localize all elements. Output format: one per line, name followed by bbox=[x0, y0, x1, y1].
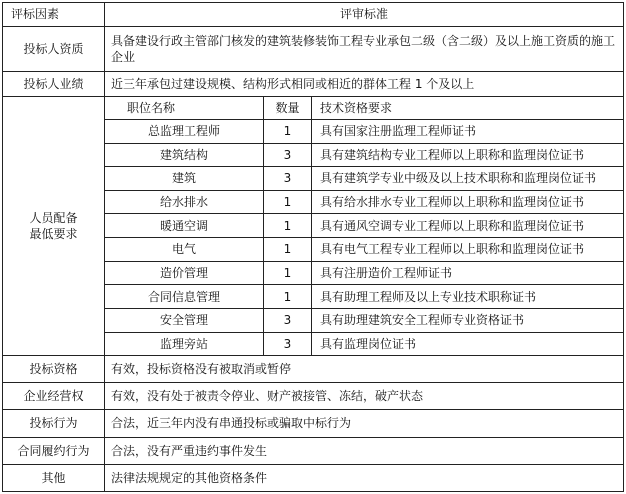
staff-count: 1 bbox=[264, 238, 312, 262]
text-other: 法律法规规定的其他资格条件 bbox=[105, 464, 624, 491]
staff-count: 1 bbox=[264, 285, 312, 309]
label-other: 其他 bbox=[3, 464, 105, 491]
label-qualification: 投标人资质 bbox=[3, 27, 105, 72]
row-performance bbox=[3, 72, 624, 96]
staff-requirement: 具有监理岗位证书 bbox=[312, 332, 624, 355]
header-criteria: 评审标准 bbox=[105, 3, 624, 27]
row-operation bbox=[3, 383, 624, 410]
staff-position: 总监理工程师 bbox=[105, 119, 264, 143]
table-row bbox=[105, 119, 623, 143]
label-staffing bbox=[3, 96, 105, 356]
row-contract-conduct bbox=[3, 437, 624, 464]
staff-position: 建筑结构 bbox=[105, 143, 264, 167]
staff-position: 安全管理 bbox=[105, 308, 264, 332]
table-row bbox=[105, 190, 623, 214]
staff-count: 1 bbox=[264, 119, 312, 143]
text-bid-qualification: 有效，投标资格没有被取消或暂停 bbox=[105, 356, 624, 383]
text-performance: 近三年承包过建设规模、结构形式相同或相近的群体工程 1 个及以上 bbox=[105, 72, 624, 96]
text-operation: 有效，没有处于被责令停业、财产被接管、冻结，破产状态 bbox=[105, 383, 624, 410]
staff-count: 1 bbox=[264, 190, 312, 214]
table-row bbox=[105, 285, 623, 309]
text-contract-conduct: 合法，没有严重违约事件发生 bbox=[105, 437, 624, 464]
table-row bbox=[105, 143, 623, 167]
row-staffing bbox=[3, 96, 624, 356]
staff-position: 合同信息管理 bbox=[105, 285, 264, 309]
staff-count: 3 bbox=[264, 332, 312, 355]
staffing-table bbox=[105, 97, 623, 356]
label-contract-conduct: 合同履约行为 bbox=[3, 437, 105, 464]
staff-count: 3 bbox=[264, 167, 312, 191]
row-bid-qualification bbox=[3, 356, 624, 383]
table-row bbox=[105, 308, 623, 332]
label-bid-qualification: 投标资格 bbox=[3, 356, 105, 383]
staff-position: 给水排水 bbox=[105, 190, 264, 214]
staffing-header-count: 数量 bbox=[264, 97, 312, 120]
table-row bbox=[105, 332, 623, 355]
row-qualification bbox=[3, 27, 624, 72]
staff-requirement: 具有给水排水专业工程师以上职称和监理岗位证书 bbox=[312, 190, 624, 214]
staff-count: 3 bbox=[264, 143, 312, 167]
staff-requirement: 具有电气工程专业工程师以上职称和监理岗位证书 bbox=[312, 238, 624, 262]
label-bid-conduct: 投标行为 bbox=[3, 410, 105, 437]
staff-requirement: 具有注册造价工程师证书 bbox=[312, 261, 624, 285]
table-row bbox=[105, 238, 623, 262]
staff-requirement: 具有建筑学专业中级及以上技术职称和监理岗位证书 bbox=[312, 167, 624, 191]
staff-requirement: 具有助理建筑安全工程师专业资格证书 bbox=[312, 308, 624, 332]
text-qualification: 具备建设行政主管部门核发的建筑装修装饰工程专业承包二级（含二级）及以上施工资质的施工企业 bbox=[105, 27, 624, 72]
header-factor: 评标因素 bbox=[3, 3, 105, 27]
table-row bbox=[105, 261, 623, 285]
staff-count: 3 bbox=[264, 308, 312, 332]
label-staffing-line2: 最低要求 bbox=[29, 226, 78, 241]
staffing-header-requirement: 技术资格要求 bbox=[312, 97, 624, 120]
staffing-header-position: 职位名称 bbox=[127, 100, 176, 115]
staff-count: 1 bbox=[264, 261, 312, 285]
evaluation-criteria-table bbox=[2, 2, 624, 492]
staff-requirement: 具有助理工程师及以上专业技术职称证书 bbox=[312, 285, 624, 309]
label-staffing-line1: 人员配备 bbox=[29, 210, 78, 225]
row-other bbox=[3, 464, 624, 491]
table-row bbox=[105, 167, 623, 191]
table-row bbox=[105, 214, 623, 238]
label-operation: 企业经营权 bbox=[3, 383, 105, 410]
staff-position: 造价管理 bbox=[105, 261, 264, 285]
staff-position: 监理旁站 bbox=[105, 332, 264, 355]
staff-requirement: 具有通风空调专业工程师以上职称和监理岗位证书 bbox=[312, 214, 624, 238]
staff-position: 暖通空调 bbox=[105, 214, 264, 238]
staff-requirement: 具有国家注册监理工程师证书 bbox=[312, 119, 624, 143]
staff-count: 1 bbox=[264, 214, 312, 238]
table-header-row bbox=[3, 3, 624, 27]
staffing-cell bbox=[105, 96, 624, 356]
row-bid-conduct bbox=[3, 410, 624, 437]
staffing-header-row bbox=[105, 97, 623, 120]
staff-position: 电气 bbox=[105, 238, 264, 262]
staff-position: 建筑 bbox=[105, 167, 264, 191]
staff-requirement: 具有建筑结构专业工程师以上职称和监理岗位证书 bbox=[312, 143, 624, 167]
text-bid-conduct: 合法，近三年内没有串通投标或骗取中标行为 bbox=[105, 410, 624, 437]
label-performance: 投标人业绩 bbox=[3, 72, 105, 96]
